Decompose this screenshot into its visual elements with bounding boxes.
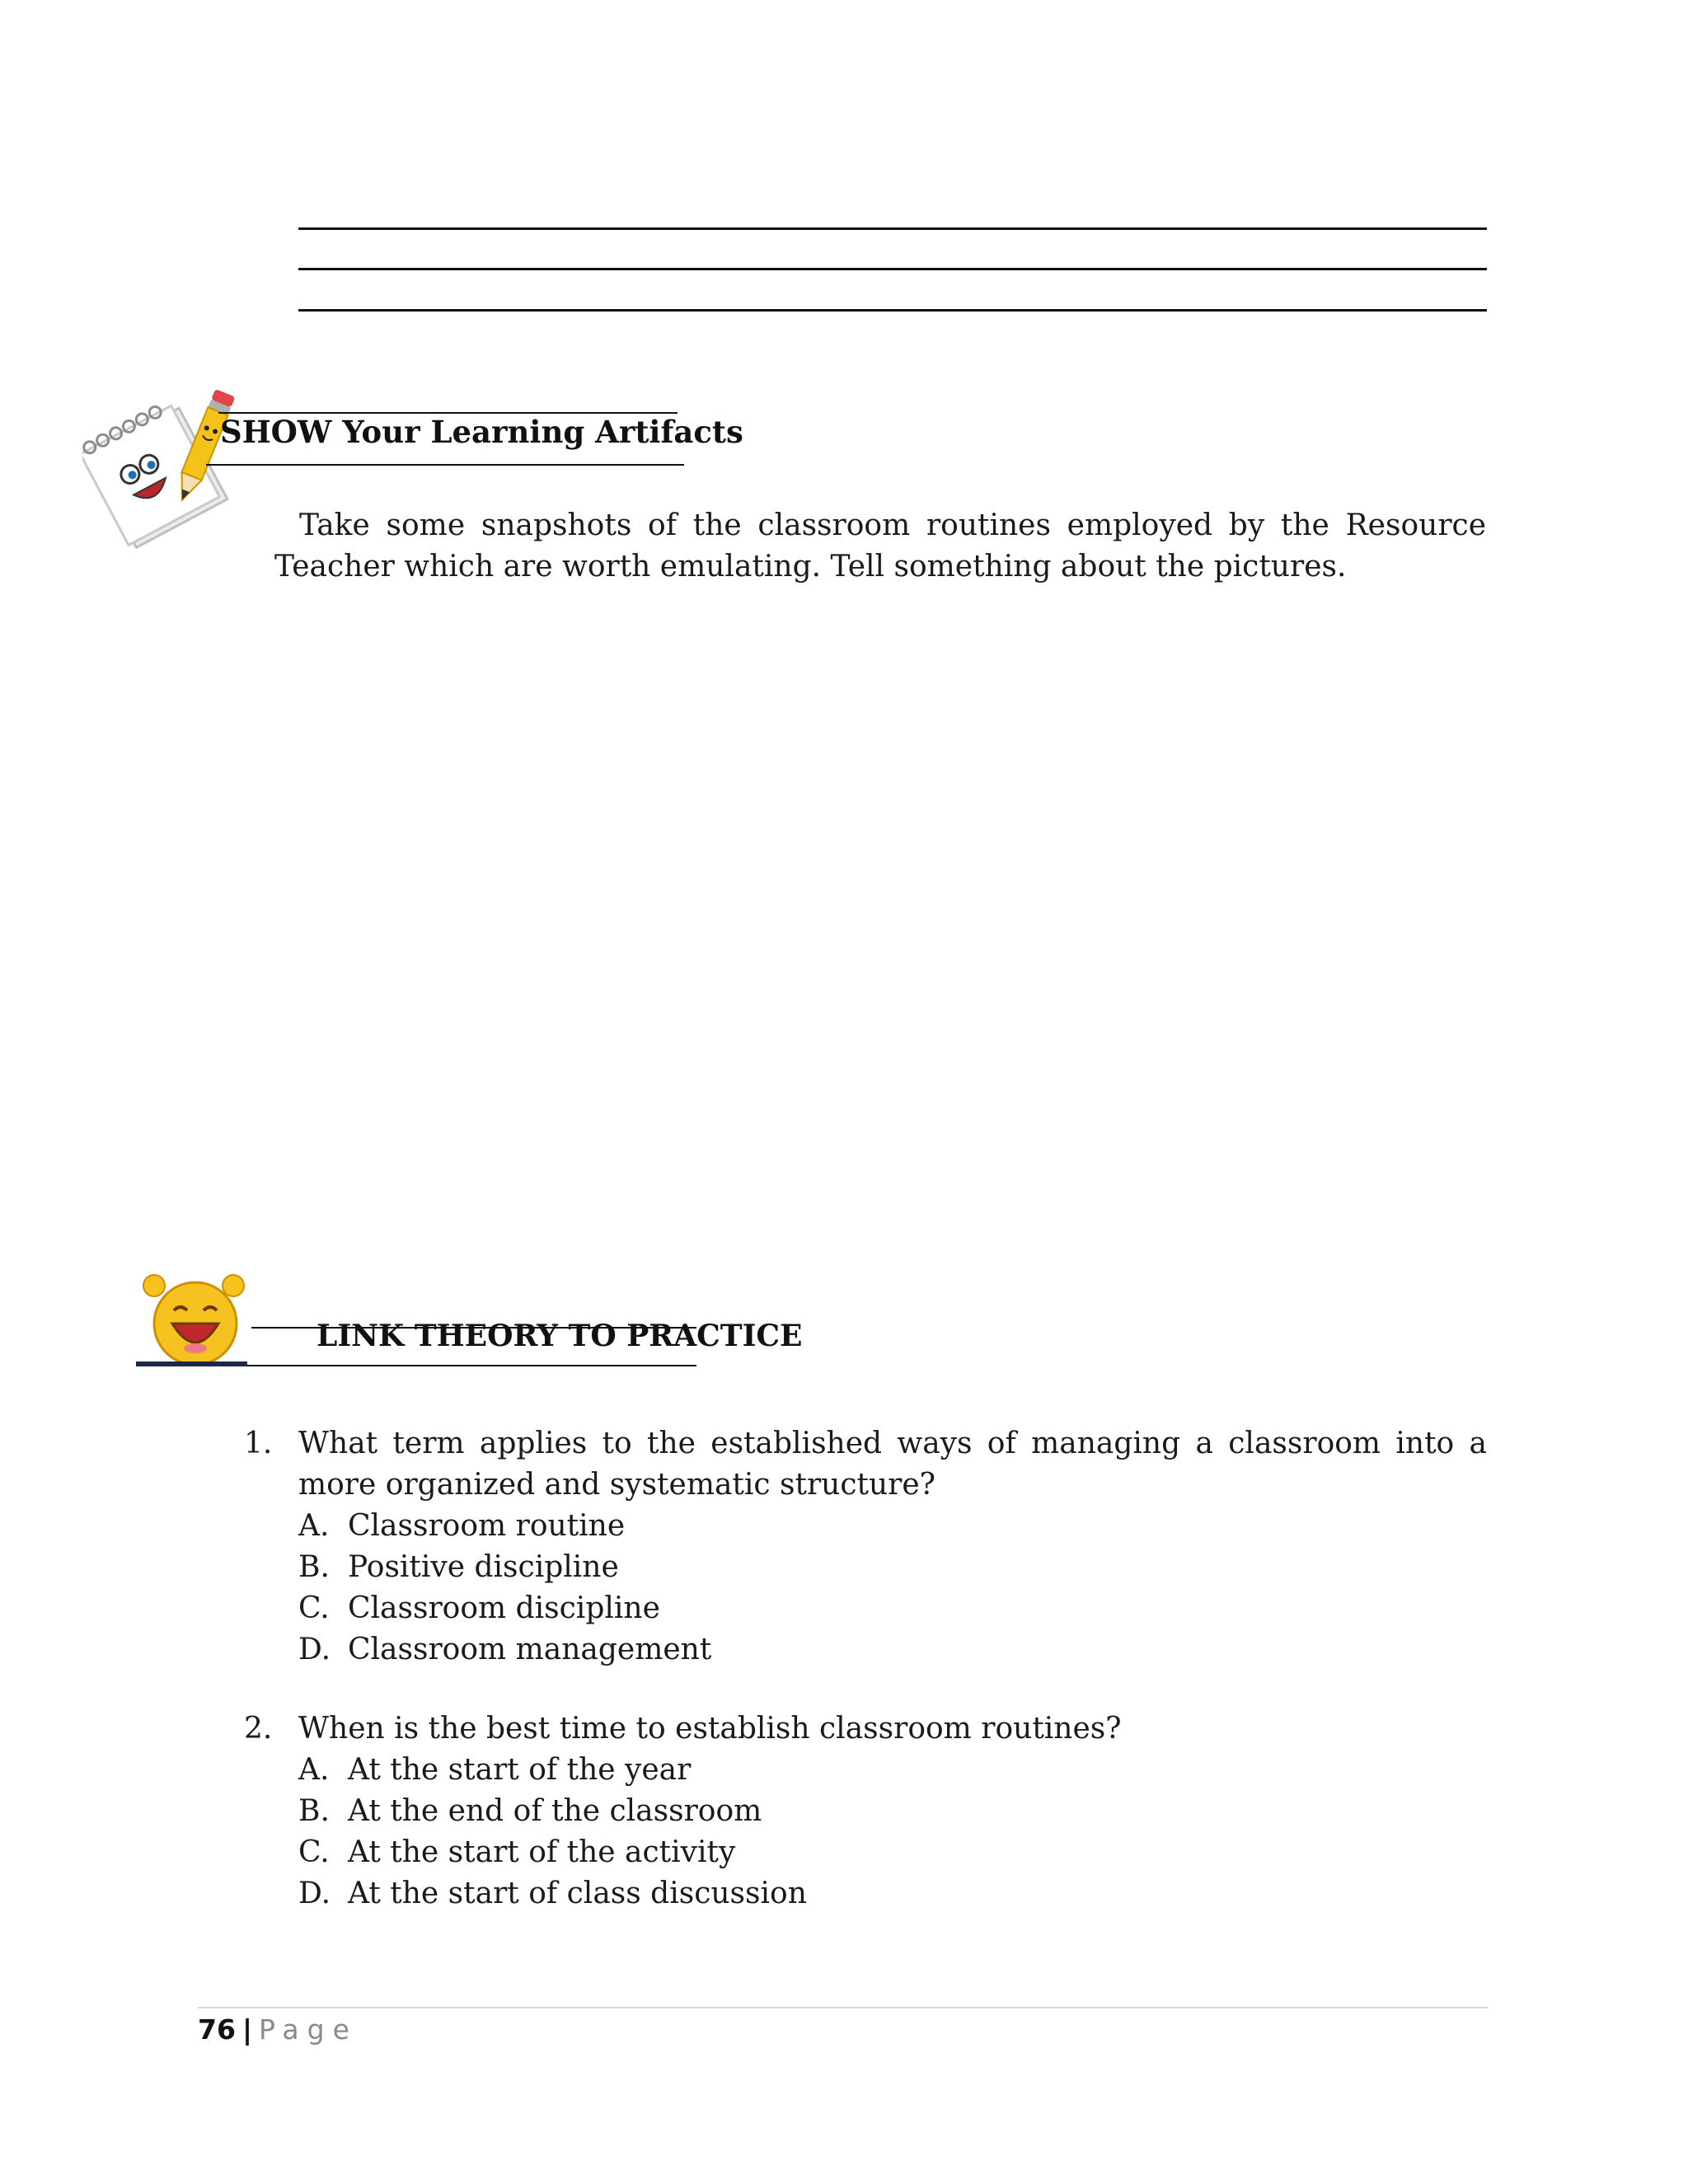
page-footer [198,2013,358,2046]
question-stem: When is the best time to establish classroom routines? [298,1712,1122,1746]
option-text: At the start of the year [348,1753,692,1787]
footer-divider [198,2007,1488,2008]
answer-option[interactable] [298,1873,1487,1915]
smiley-base-strip [136,1361,247,1366]
answer-option[interactable] [298,1629,1487,1671]
option-letter: D. [298,1877,331,1910]
answer-option[interactable] [298,1588,1487,1629]
option-text: Classroom management [348,1633,712,1666]
option-letter: B. [298,1794,330,1828]
answer-line [298,227,1487,230]
option-text: Positive discipline [348,1550,619,1584]
option-text: Classroom discipline [348,1591,660,1625]
answer-line [298,309,1487,312]
heading-bottom-rule [206,464,684,466]
cheering-smiley-icon [136,1269,251,1371]
section-heading: SHOW Your Learning Artifacts [220,414,743,450]
answer-option[interactable] [298,1791,1487,1832]
option-letter: C. [298,1591,330,1625]
instruction-text: Take some snapshots of the classroom routines employed by the Resource Teacher which are worth emulating. Tell something about the pictures. [274,509,1486,583]
answer-line [298,268,1487,270]
question [244,1708,1487,1915]
option-text: At the end of the classroom [348,1794,762,1828]
option-letter: B. [298,1550,330,1584]
answer-option[interactable] [298,1750,1487,1791]
answer-option[interactable] [298,1506,1487,1547]
footer-separator: | [241,2013,252,2046]
answer-option[interactable] [298,1547,1487,1588]
question [244,1423,1487,1671]
section-heading: LINK THEORY TO PRACTICE [316,1319,803,1353]
option-letter: C. [298,1835,330,1869]
question-number: 1. [244,1427,273,1460]
page-label: Page [259,2013,358,2046]
answer-option[interactable] [298,1832,1487,1873]
instruction-paragraph [274,505,1486,588]
question-number: 2. [244,1712,273,1746]
option-text: Classroom routine [348,1509,626,1543]
notepad-pencil-icon [82,381,235,553]
option-text: At the start of the activity [348,1835,736,1869]
option-letter: A. [298,1509,330,1543]
option-text: At the start of class discussion [348,1877,807,1910]
question-stem: What term applies to the established ways of managing a classroom into a more organized and systematic structure? [298,1427,1487,1502]
option-letter: D. [298,1633,331,1666]
page-number: 76 [198,2013,236,2046]
heading-bottom-rule [247,1365,696,1366]
option-letter: A. [298,1753,330,1787]
